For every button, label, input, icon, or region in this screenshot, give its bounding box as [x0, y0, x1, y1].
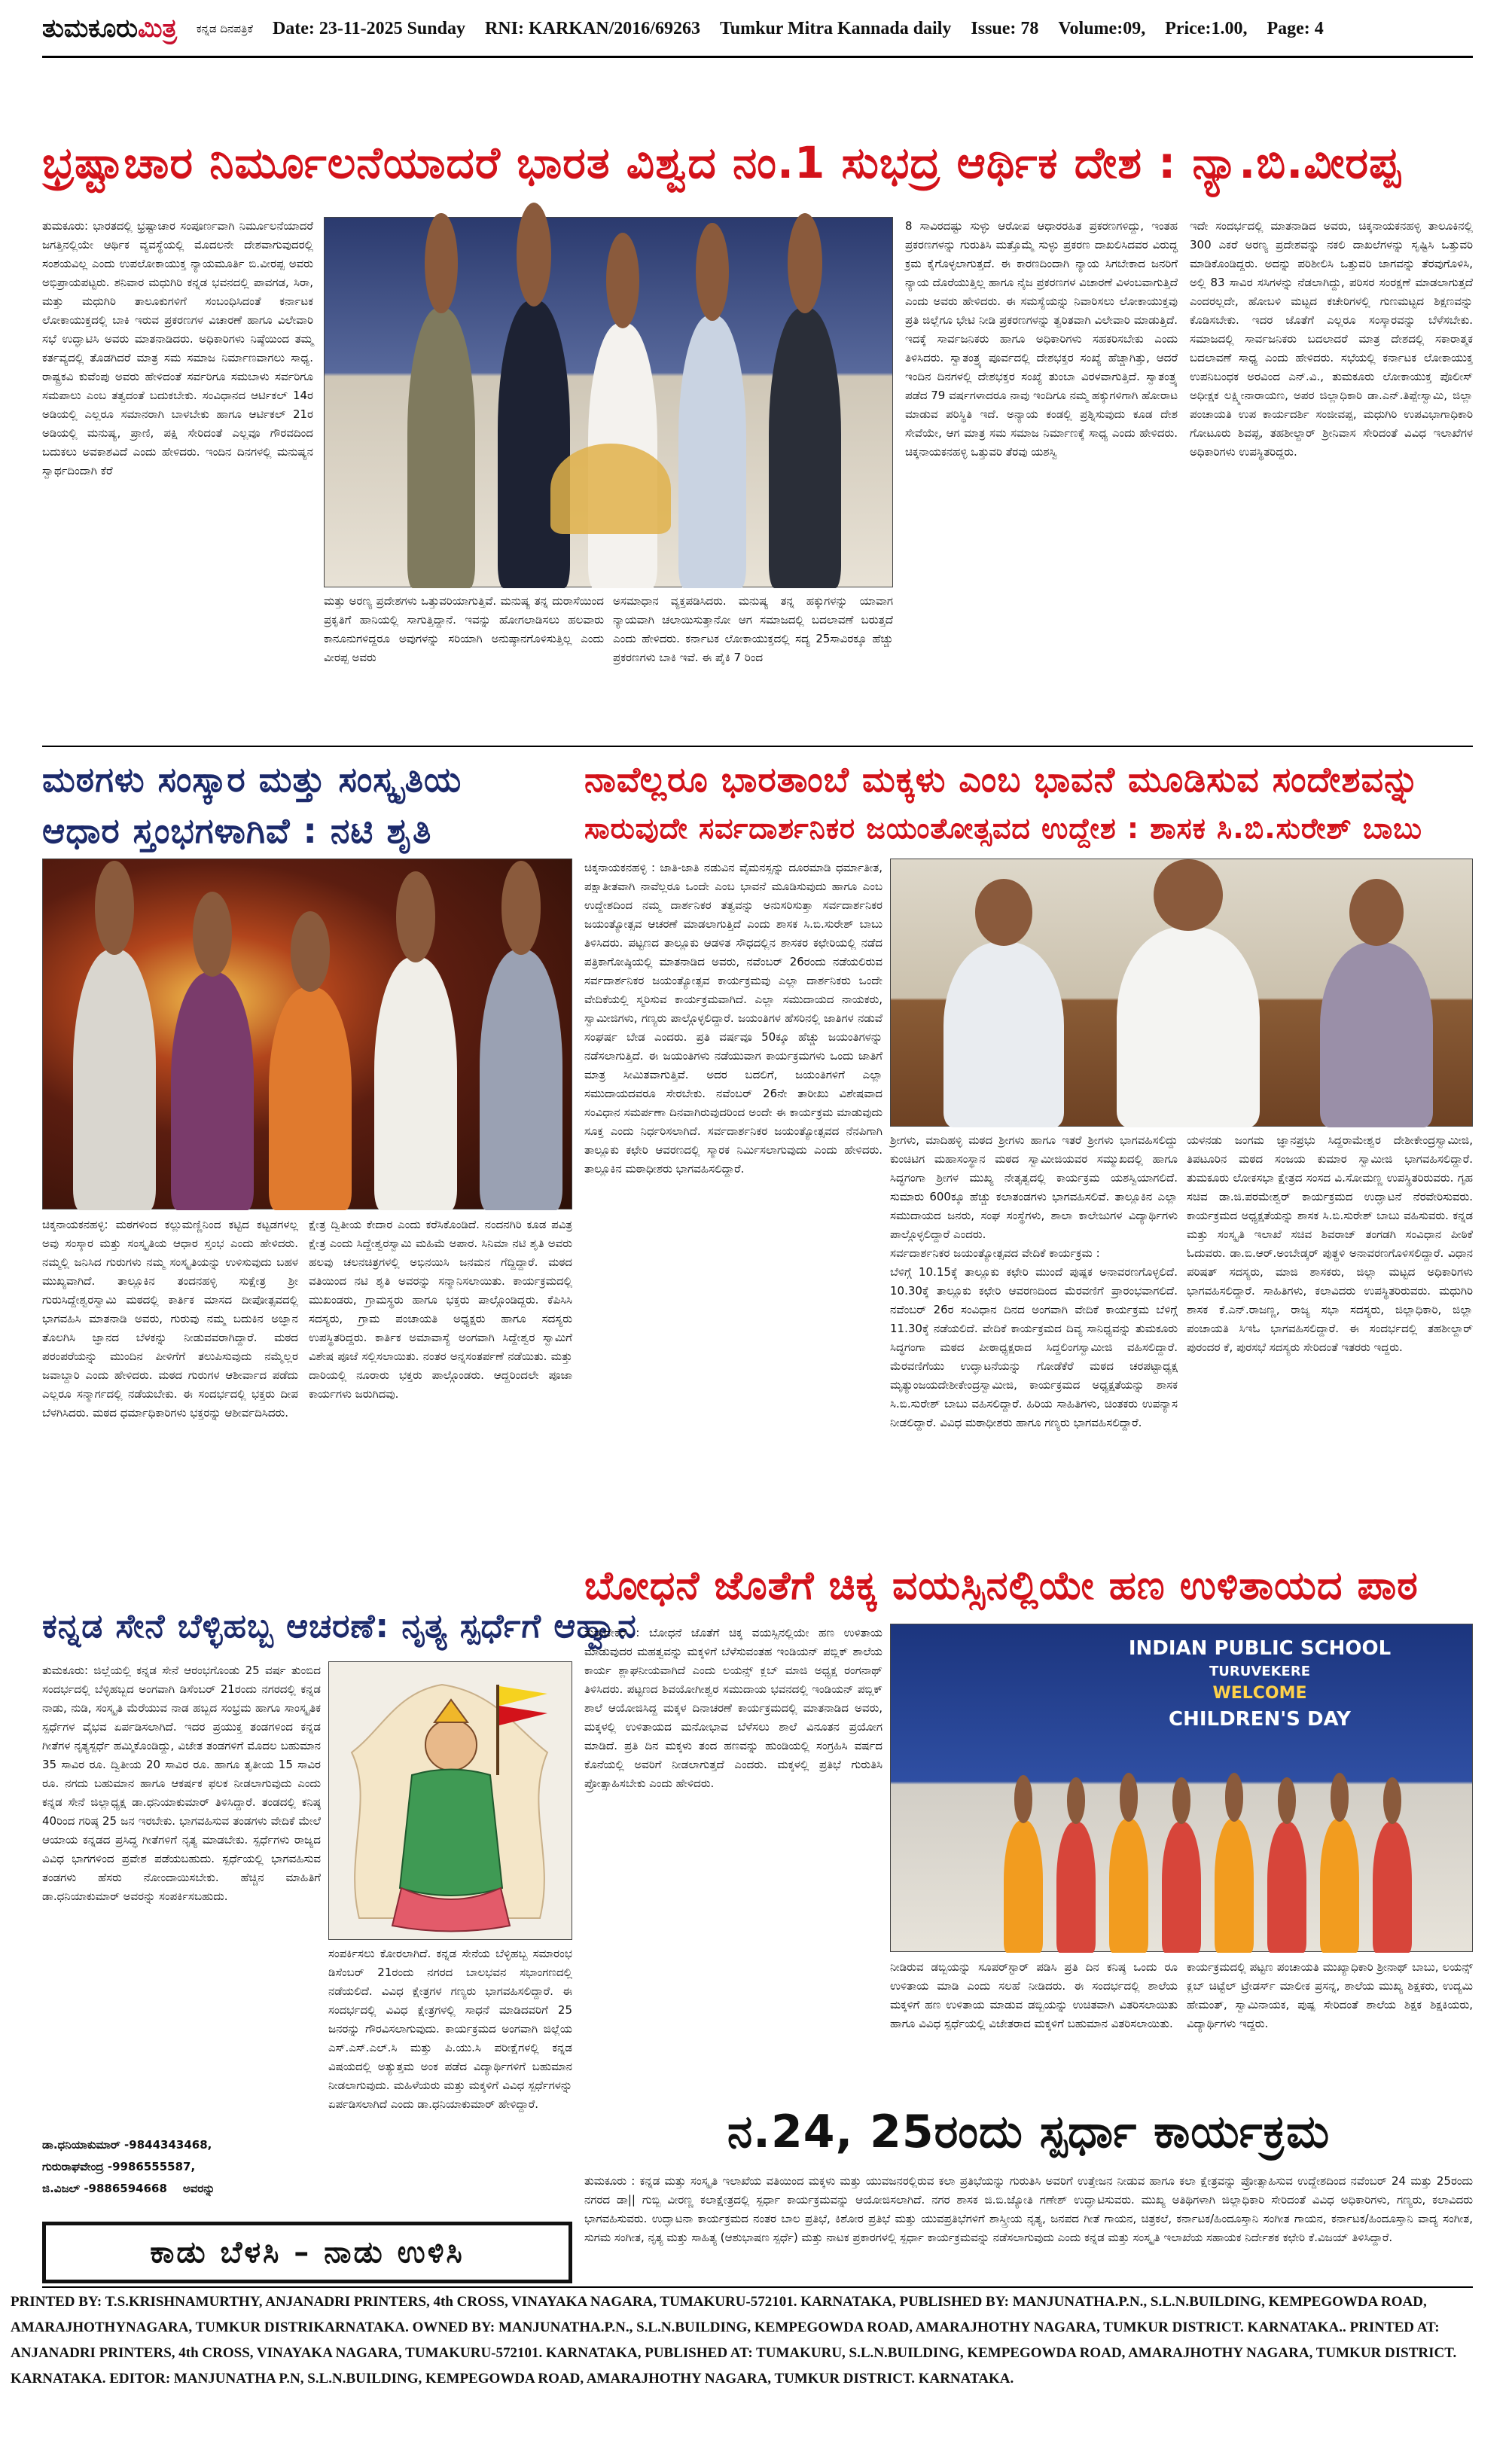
- contact-line: ಗುರುರಾಘವೇಂದ್ರ -9986555587,: [42, 2160, 196, 2173]
- person-figure: [943, 942, 1064, 1127]
- press-meet-photo: [890, 859, 1473, 1127]
- school-name: INDIAN PUBLIC SCHOOL: [1128, 1637, 1392, 1660]
- paper-name: Tumkur Mitra Kannada daily: [719, 18, 952, 38]
- article1-col3: 8 ಸಾವಿರದಷ್ಟು ಸುಳ್ಳು ಆರೋಪ ಆಧಾರರಹಿತ ಪ್ರಕರಣಗಳಿದ್ದು, ಇಂತಹ ಪ್ರಕರಣಗಳನ್ನು ಗುರುತಿಸಿ ಮತ್ತೊಮ್ಮೆ ಸುಳ್ಳು ಪ್ರಕರಣ ದಾಖಲಿಸಿದವರ ವಿರುದ್ಧ ಕ್ರಮ ಕೈಗೊಳ್ಳಲಾಗುತ್ತದೆ. ಈ ಕಾರಣದಿಂದಾಗಿ ನ್ಯಾಯ ಸಿಗಬೇಕಾದ ಜನರಿಗೆ ನ್ಯಾಯ ದೊರೆಯುತ್ತಿಲ್ಲ ಹಾಗೂ ನೈಜ ಪ್ರಕರಣಗಳ ವಿಚಾರಣೆ ವಿಳಂಬವಾಗುತ್ತಿದೆ ಎಂದು ಅವರು ಹೇಳಿದರು. ಈ ಸಮಸ್ಯೆಯನ್ನು ನಿವಾರಿಸಲು ಲೋಕಾಯುಕ್ತವು ಪ್ರತಿ ಜಿಲ್ಲೆಗೂ ಭೇಟಿ ನೀಡಿ ಪ್ರಕರಣಗಳನ್ನು ತ್ವರಿತವಾಗಿ ವಿಲೇವಾರಿ ಮಾಡುತ್ತಿದೆ. ಇದಕ್ಕೆ ಸಾರ್ವಜನಿಕರು ಹಾಗೂ ಅಧಿಕಾರಿಗಳು ಸಹಕರಿಸಬೇಕು ಎಂದು ತಿಳಿಸಿದರು. ಸ್ವಾತಂತ್ರ್ಯ ಪೂರ್ವದಲ್ಲಿ ದೇಶಭಕ್ತರ ಸಂಖ್ಯೆ ಹೆಚ್ಚಾಗಿತ್ತು, ಆದರೆ ಇಂದಿನ ದಿನಗಳಲ್ಲಿ ದೇಶಭಕ್ತರ ಸಂಖ್ಯೆ ತುಂಬಾ ವಿರಳವಾಗುತ್ತಿದೆ. ಸ್ವಾತಂತ್ರ್ಯ ಪಡೆದ 79 ವರ್ಷಗಳಾದರೂ ನಾವು ಇಂದಿಗೂ ನಮ್ಮ ಹಕ್ಕುಗಳಿಗಾಗಿ ಹೋರಾಟ ಮಾಡುವ ಪರಿಸ್ಥಿತಿ ಇದೆ. ಅನ್ಯಾಯ ಕಂಡಲ್ಲಿ ಪ್ರಶ್ನಿಸುವುದು ಕೂಡ ದೇಶ ಸೇವೆಯೇ, ಆಗ ಮಾತ್ರ ಸಮ ಸಮಾಜ ನಿರ್ಮಾಣಕ್ಕೆ ಸಾಧ್ಯ ಎಂದು ಹೇಳಿದರು. ಚಿಕ್ಕನಾಯಕನಹಳ್ಳಿ ಒತ್ತುವರಿ ತೆರವು ಯಶಸ್ವಿ: [905, 219, 1178, 459]
- article4-headline-1: ನಾವೆಲ್ಲರೂ ಭಾರತಾಂಬೆ ಮಕ್ಕಳು ಎಂಬ ಭಾವನೆ ಮೂಡಿಸುವ ಸಂದೇಶವನ್ನು: [584, 759, 1420, 800]
- person-figure: [769, 308, 841, 588]
- lokayukta-event-photo: [324, 217, 893, 587]
- article3-col2: ಸಂಪರ್ಕಿಸಲು ಕೋರಲಾಗಿದೆ. ಕನ್ನಡ ಸೇನೆಯ ಬೆಳ್ಳಿಹಬ್ಬ ಸಮಾರಂಭ ಡಿಸೆಂಬರ್ 21ರಂದು ನಗರದ ಬಾಲಭವನ ಸಭಾಂಗಣದಲ್ಲಿ ನಡೆಯಲಿದೆ. ವಿವಿಧ ಕ್ಷೇತ್ರಗಳ ಗಣ್ಯರು ಭಾಗವಹಿಸಲಿದ್ದಾರೆ. ಈ ಸಂದರ್ಭದಲ್ಲಿ ವಿವಿಧ ಕ್ಷೇತ್ರಗಳಲ್ಲಿ ಸಾಧನೆ ಮಾಡಿದವರಿಗೆ 25 ಜನರನ್ನು ಗೌರವಿಸಲಾಗುವುದು. ಕಾರ್ಯಕ್ರಮದ ಅಂಗವಾಗಿ ಜಿಲ್ಲೆಯ ಎಸ್.ಎಸ್.ಎಲ್.ಸಿ ಮತ್ತು ಪಿ.ಯು.ಸಿ ಪರೀಕ್ಷೆಗಳಲ್ಲಿ ಕನ್ನಡ ವಿಷಯದಲ್ಲಿ ಅತ್ಯುತ್ತಮ ಅಂಕ ಪಡೆದ ವಿದ್ಯಾರ್ಥಿಗಳಿಗೆ ಬಹುಮಾನ ನೀಡಲಾಗುವುದು. ಮಹಿಳೆಯರು ಮತ್ತು ಮಕ್ಕಳಿಗೆ ವಿವಿಧ ಸ್ಪರ್ಧೆಗಳನ್ನು ಏರ್ಪಡಿಸಲಾಗಿದೆ ಎಂದು ಡಾ.ಧನಿಯಾಕುಮಾರ್ ಹೇಳಿದ್ದಾರೆ.: [328, 1947, 572, 2111]
- school-banner: [1079, 1635, 1440, 1763]
- banner-tagline: WELCOME: [1212, 1684, 1307, 1703]
- issue-date: Date: 23-11-2025 Sunday: [272, 18, 465, 38]
- article2-col2: ಕ್ಷೇತ್ರ ದ್ವಿತೀಯ ಕೇದಾರ ಎಂದು ಕರೆಸಿಕೊಂಡಿದೆ. ನಂದನಗಿರಿ ಕೂಡ ಪವಿತ್ರ ಕ್ಷೇತ್ರ ಎಂದು ಸಿದ್ದೇಶ್ವರಸ್ವಾಮಿ ಮಹಿಮೆ ಅಪಾರ. ಸಿನಿಮಾ ನಟಿ ಶೃತಿ ಅವರು ಹಲವು ಚಲನಚಿತ್ರಗಳಲ್ಲಿ ಅಭಿನಯಿಸಿ ಜನಮನ ಗೆದ್ದಿದ್ದಾರೆ. ಮಠದ ವತಿಯಿಂದ ನಟಿ ಶೃತಿ ಅವರನ್ನು ಸನ್ಮಾನಿಸಲಾಯಿತು. ಕಾರ್ಯಕ್ರಮದಲ್ಲಿ ಮುಖಂಡರು, ಗ್ರಾಮಸ್ಥರು ಹಾಗೂ ಭಕ್ತರು ಪಾಲ್ಗೊಂಡಿದ್ದರು. ಕೆಪಿಸಿಸಿ ಸದಸ್ಯರು, ಗ್ರಾಮ ಪಂಚಾಯತಿ ಅಧ್ಯಕ್ಷರು ಹಾಗೂ ಸದಸ್ಯರು ಉಪಸ್ಥಿತರಿದ್ದರು. ಕಾರ್ತಿಕ ಅಮಾವಾಸ್ಯೆ ಅಂಗವಾಗಿ ಸಿದ್ದೇಶ್ವರ ಸ್ವಾಮಿಗೆ ವಿಶೇಷ ಪೂಜೆ ಸಲ್ಲಿಸಲಾಯಿತು. ನಂತರ ಅನ್ನಸಂತರ್ಪಣೆ ನಡೆಯಿತು. ಮತ್ತು ದಾರಿಯಲ್ಲಿ ನೂರಾರು ಭಕ್ತರು ಪಾಲ್ಗೊಂಡರು. ಆದ್ದರಿಂದಲೇ ಪೂಜಾ ಕಾರ್ಯಗಳು ಜರುಗಿದವು.: [309, 1218, 572, 1401]
- banner-event: CHILDREN'S DAY: [1169, 1708, 1351, 1731]
- child-figure: [1267, 1822, 1306, 1953]
- article4-headline-2: ಸಾರುವುದೇ ಸರ್ವದಾರ್ಶನಿಕರ ಜಯಂತೋತ್ಸವದ ಉದ್ದೇಶ : ಶಾಸಕ ಸಿ.ಬಿ.ಸುರೇಶ್ ಬಾಬು: [584, 812, 1422, 845]
- article3-headline: ಕನ್ನಡ ಸೇನೆ ಬೆಳ್ಳಿಹಬ್ಬ ಆಚರಣೆ: ನೃತ್ಯ ಸ್ಪರ್ಧೆಗೆ ಆಹ್ವಾನ: [42, 1607, 637, 1646]
- price: Price:1.00,: [1165, 18, 1248, 38]
- imprint-footer: PRINTED BY: T.S.KRISHNAMURTHY, ANJANADRI PRINTERS, 4th CROSS, VINAYAKA NAGARA, TUMAKURU-572101. KARNATAKA, PUBLISHED BY: MANJUNATHA.P.N., S.L.N.BUILDING, KEMPEGOWDA ROAD, AMARAJHOTHYNAGARA, TUMKUR DISTRIKARNATAKA. OWNED BY: MANJUNATHA.P.N., S.L.N.BUILDING, KEMPEGOWDA ROAD, AMARAJHOTHY NAGARA, TUMKUR DISTRICT. KARNATAKA.. PRINTED AT: ANJANADRI PRINTERS, 4th CROSS, VINAYAKA NAGARA, TUMAKURU-572101. KARNATAKA, PUBLISHED AT: TUMAKURU, S.L.N.BUILDING, KEMPEGOWDA ROAD, AMARAJHOTHY NAGARA, TUMKUR DISTRICT. KARNATAKA. EDITOR: MANJUNATHA P.N, S.L.N.BUILDING, KEMPEGOWDA ROAD, AMARAJHOTHY NAGARA, TUMKUR DISTRICT. KARNATAKA.: [11, 2294, 1457, 2387]
- article2-headline-2: ಆಧಾರ ಸ್ತಂಭಗಳಾಗಿವೆ : ನಟಿ ಶೃತಿ: [42, 810, 432, 851]
- article3-col1: ತುಮಕೂರು: ಜಿಲ್ಲೆಯಲ್ಲಿ ಕನ್ನಡ ಸೇನೆ ಆರಂಭಗೊಂಡು 25 ವರ್ಷ ತುಂಬಿದ ಸಂದರ್ಭದಲ್ಲಿ ಬೆಳ್ಳಿಹಬ್ಬದ ಅಂಗವಾಗಿ ಡಿಸೆಂಬರ್ 21ರಂದು ನಗರದಲ್ಲಿ ಕನ್ನಡ ನಾಡು, ನುಡಿ, ಸಂಸ್ಕೃತಿ ಮೆರೆಯುವ ನಾಡ ಹಬ್ಬದ ಸಂಭ್ರಮ ಹಾಗೂ ಸಾಂಸ್ಕೃತಿಕ ಸ್ಪರ್ಧೆಗಳ ವೈಭವ ಏರ್ಪಡಿಸಲಾಗಿದೆ. ಇದರ ಪ್ರಯುಕ್ತ ತಂಡಗಳಿಂದ ಕನ್ನಡ ಗೀತೆಗಳ ನೃತ್ಯಸ್ಪರ್ಧೆ ಹಮ್ಮಿಕೊಂಡಿದ್ದು, ವಿಜೇತ ತಂಡಗಳಿಗೆ ಮೊದಲ ಬಹುಮಾನ 35 ಸಾವಿರ ರೂ. ದ್ವಿತೀಯ 20 ಸಾವಿರ ರೂ. ಹಾಗೂ ತೃತೀಯ 15 ಸಾವಿರ ರೂ. ನಗದು ಬಹುಮಾನ ಹಾಗೂ ಆಕರ್ಷಕ ಫಲಕ ನೀಡಲಾಗುವುದು ಎಂದು ಕನ್ನಡ ಸೇನೆ ಜಿಲ್ಲಾಧ್ಯಕ್ಷ ಡಾ.ಧನಿಯಾಕುಮಾರ್ ತಿಳಿಸಿದ್ದಾರೆ. ತಂಡದಲ್ಲಿ ಕನಿಷ್ಠ 40ರಿಂದ ಗರಿಷ್ಠ 25 ಜನ ಇರಬೇಕು. ಭಾಗವಹಿಸುವ ತಂಡಗಳು ವೇದಿಕೆ ಮೇಲೆ ಆಯಾಯ ಕನ್ನಡದ ಪ್ರಸಿದ್ಧ ಗೀತೆಗಳಿಗೆ ನೃತ್ಯ ಮಾಡಬೇಕು. ಸ್ಪರ್ಧೆಗಳು ರಾಜ್ಯದ ವಿವಿಧ ಭಾಗಗಳಿಂದ ಪ್ರವೇಶ ಪಡೆಯಬಹುದು. ಸ್ಪರ್ಧೆಯಲ್ಲಿ ಭಾಗವಹಿಸುವ ತಂಡಗಳು ಹೆಸರು ನೋಂದಾಯಿಸಬೇಕು. ಹೆಚ್ಚಿನ ಮಾಹಿತಿಗೆ ಡಾ.ಧನಿಯಾಕುಮಾರ್ ಅವರನ್ನು ಸಂಪರ್ಕಿಸಬಹುದು.: [42, 1664, 321, 1903]
- article5-col2: ಕಾರ್ಯಕ್ರಮದಲ್ಲಿ ಪಟ್ಟಣ ಪಂಚಾಯತಿ ಮುಖ್ಯಾಧಿಕಾರಿ ಶ್ರೀನಾಥ್ ಬಾಬು, ಲಯನ್ಸ್ ಕ್ಲಬ್ ಚಿಟ್ಟೆಲ್ ಟ್ರೇಡರ್ಸ್ ಮಾಲೀಕ ಪ್ರಸನ್ನ, ಶಾಲೆಯ ಮುಖ್ಯ ಶಿಕ್ಷಕರು, ಉದ್ಯಮಿ ಹೇಮಂತ್, ಸ್ವಾಮಿನಾಯಕ, ಪುಷ್ಪ ಸೇರಿದಂತೆ ಶಾಲೆಯ ಶಿಕ್ಷಕ ಶಿಕ್ಷಕಿಯರು, ವಿದ್ಯಾರ್ಥಿಗಳು ಇದ್ದರು.: [1187, 1960, 1473, 2030]
- person-figure: [73, 950, 156, 1210]
- page-number: Page: 4: [1267, 18, 1324, 38]
- article6-headline: ನ.24, 25ರಂದು ಸ್ಪರ್ಧಾ ಕಾರ್ಯಕ್ರಮ: [727, 2106, 1331, 2158]
- contact-line: ಜಿ.ವಿಜಲ್ -9886594668 ಅವರನ್ನು: [42, 2182, 215, 2195]
- person-figure: [678, 316, 746, 588]
- article6-body: ತುಮಕೂರು : ಕನ್ನಡ ಮತ್ತು ಸಂಸ್ಕೃತಿ ಇಲಾಖೆಯ ವತಿಯಿಂದ ಮಕ್ಕಳು ಮತ್ತು ಯುವಜನರಲ್ಲಿರುವ ಕಲಾ ಪ್ರತಿಭೆಯನ್ನು ಗುರುತಿಸಿ ಅವರಿಗೆ ಉತ್ತೇಜನ ನೀಡುವ ಹಾಗೂ ಕಲಾ ಕ್ಷೇತ್ರವನ್ನು ಪ್ರೋತ್ಸಾಹಿಸುವ ಉದ್ದೇಶದಿಂದ ನವೆಂಬರ್ 24 ಮತ್ತು 25ರಂದು ನಗರದ ಡಾ|| ಗುಬ್ಬಿ ವೀರಣ್ಣ ಕಲಾಕ್ಷೇತ್ರದಲ್ಲಿ ಸ್ಪರ್ಧಾ ಕಾರ್ಯಕ್ರಮವನ್ನು ಆಯೋಜಿಸಲಾಗಿದೆ. ನಗರ ಶಾಸಕ ಜಿ.ಬಿ.ಜ್ಯೋತಿ ಗಣೇಶ್ ಉದ್ಘಾಟಿಸುವರು. ಮುಖ್ಯ ಅತಿಥಿಗಳಾಗಿ ಜಿಲ್ಲಾಧಿಕಾರಿ ಸೇರಿದಂತೆ ವಿವಿಧ ಅಧಿಕಾರಿಗಳು, ಗಣ್ಯರು, ಕಲಾವಿದರು ಭಾಗವಹಿಸುವರು. ಉದ್ಘಾಟನಾ ಕಾರ್ಯಕ್ರಮದ ನಂತರ ಬಾಲ ಪ್ರತಿಭೆ, ಕಿಶೋರ ಪ್ರತಿಭೆ ಮತ್ತು ಯುವಪ್ರತಿಭೆಗಳಿಗೆ ಶಾಸ್ತ್ರೀಯ ನೃತ್ಯ, ಜನಪದ ಗೀತೆ ಗಾಯನ, ಚಿತ್ರಕಲೆ, ಕರ್ನಾಟಕ/ಹಿಂದೂಸ್ತಾನಿ ಸಂಗೀತ ಗಾಯನ, ಕರ್ನಾಟಕ/ಹಿಂದೂಸ್ತಾನಿ ವಾದ್ಯ ಸಂಗೀತ, ಸುಗಮ ಸಂಗೀತ, ನೃತ್ಯ ಮತ್ತು ಸಾಹಿತ್ಯ (ಆಶುಭಾಷಣ ಸ್ಪರ್ಧೆ) ಮತ್ತು ನಾಟಕ ಪ್ರಕಾರಗಳಲ್ಲಿ ಸ್ಪರ್ಧಾ ಕಾರ್ಯಕ್ರಮವನ್ನು ನಡೆಸಲಾಗುವುದು ಎಂದು ಕನ್ನಡ ಮತ್ತು ಸಂಸ್ಕೃತಿ ಇಲಾಖೆಯ ಸಹಾಯಕ ನಿರ್ದೇಶಕ ಕಛೇರಿ ಕೆ.ವಿಜಯ್ ತಿಳಿಸಿದ್ದಾರೆ.: [584, 2174, 1473, 2244]
- article4-col1: ಚಿಕ್ಕನಾಯಕನಹಳ್ಳಿ : ಜಾತಿ-ಜಾತಿ ನಡುವಿನ ವೈಮನಸ್ಸನ್ನು ದೂರಮಾಡಿ ಧರ್ಮಾತೀತ, ಪಕ್ಷಾತೀತವಾಗಿ ನಾವೆಲ್ಲರೂ ಒಂದೇ ಎಂಬ ಭಾವನೆ ಮೂಡಿಸುವುದು ಹಾಗೂ ಎಂಬ ಉದ್ದೇಶದಿಂದ ನಮ್ಮ ದಾರ್ಶನಿಕರ ತತ್ವವನ್ನು ಅನುಸರಿಸುತ್ತಾ ಸರ್ವದಾರ್ಶನಿಕರ ಜಯಂತ್ಯೋತ್ಸವ ಆಚರಣೆ ಮಾಡಲಾಗುತ್ತಿದೆ ಎಂದು ಶಾಸಕ ಸಿ.ಬಿ.ಸುರೇಶ್ ಬಾಬು ತಿಳಿಸಿದರು. ಪಟ್ಟಣದ ತಾಲ್ಲೂಕು ಆಡಳಿತ ಸೌಧದಲ್ಲಿನ ಶಾಸಕರ ಕಛೇರಿಯಲ್ಲಿ ನಡೆದ ಪತ್ರಿಕಾಗೋಷ್ಠಿಯಲ್ಲಿ ಮಾತನಾಡಿದ ಅವರು, ನವೆಂಬರ್ 26ರಂದು ನಡೆಯಲಿರುವ ಸರ್ವದಾರ್ಶನಿಕರ ಜಯಂತ್ಯೋತ್ಸವ ಕಾರ್ಯಕ್ರಮವು ಎಲ್ಲಾ ದಾರ್ಶನಿಕರು ಒಂದೇ ವೇದಿಕೆಯಲ್ಲಿ ಸ್ಮರಿಸುವ ಕಾರ್ಯಕ್ರಮವಾಗಿದೆ. ಎಲ್ಲಾ ಸಮುದಾಯದ ನಾಯಕರು, ಸ್ವಾಮೀಜಿಗಳು, ಗಣ್ಯರು ಪಾಲ್ಗೊಳ್ಳಲಿದ್ದಾರೆ. ಜಯಂತಿಗಳ ಹೆಸರಿನಲ್ಲಿ ಜಾತಿಗಳ ನಡುವೆ ಸಂಘರ್ಷ ಬೇಡ ಎಂದರು. ಪ್ರತಿ ವರ್ಷವೂ 50ಕ್ಕೂ ಹೆಚ್ಚು ಜಯಂತಿಗಳನ್ನು ನಡೆಸಲಾಗುತ್ತಿದೆ. ಈ ಜಯಂತಿಗಳು ನಡೆಯುವಾಗ ಕಾರ್ಯಕ್ರಮಗಳು ಒಂದು ಜಾತಿಗೆ ಮಾತ್ರ ಸೀಮಿತವಾಗುತ್ತಿವೆ. ಅದರ ಬದಲಿಗೆ, ಜಯಂತಿಗಳಿಗೆ ಎಲ್ಲಾ ಸಮುದಾಯದವರೂ ಸೇರಬೇಕು. ನವೆಂಬರ್ 26ನೇ ತಾರೀಖು ವಿಶೇಷವಾದ ಸಂವಿಧಾನ ಸಮರ್ಪಣಾ ದಿನವಾಗಿರುವುದರಿಂದ ಅಂದೇ ಈ ಕಾರ್ಯಕ್ರಮ ಮಾಡುವುದು ಸೂಕ್ತ ಎಂದು ನಿರ್ಧರಿಸಲಾಗಿದೆ. ಸರ್ವದಾರ್ಶನಿಕರ ಜಯಂತ್ಯೋತ್ಸವದ ನೆನಪಿಗಾಗಿ ತಾಲ್ಲೂಕು ಕಛೇರಿ ಆವರಣದಲ್ಲಿ ಸ್ಮಾರಕ ನಿರ್ಮಿಸಲಾಗುವುದು ಎಂದು ಹೇಳಿದರು. ತಾಲ್ಲೂಕಿನ ಮಠಾಧೀಶರು ಭಾಗವಹಿಸಲಿದ್ದಾರೆ.: [584, 861, 883, 1176]
- kannada-goddess-illustration: [328, 1661, 572, 1940]
- person-figure: [171, 972, 254, 1210]
- person-figure: [407, 308, 475, 588]
- person-figure: [269, 987, 352, 1210]
- article4-col2: ಶ್ರೀಗಳು, ಮಾದಿಹಳ್ಳಿ ಮಠದ ಶ್ರೀಗಳು ಹಾಗೂ ಇತರೆ ಶ್ರೀಗಳು ಭಾಗವಹಿಸಲಿದ್ದು ಕುಂಚಿಟಿಗ ಮಹಾಸಂಸ್ಥಾನ ಮಠದ ಸ್ವಾಮೀಜಿಯವರ ಸಮ್ಮುಖದಲ್ಲಿ ಹಾಗೂ ಸಿದ್ಧಗಂಗಾ ಶ್ರೀಗಳ ಮುಖ್ಯ ನೇತೃತ್ವದಲ್ಲಿ ಕಾರ್ಯಕ್ರಮ ಯಶಸ್ವಿಯಾಗಲಿದೆ. ಸುಮಾರು 600ಕ್ಕೂ ಹೆಚ್ಚು ಕಲಾತಂಡಗಳು ಭಾಗವಹಿಸಲಿವೆ. ತಾಲ್ಲೂಕಿನ ಎಲ್ಲಾ ಸಮುದಾಯದ ಜನರು, ಸಂಘ ಸಂಸ್ಥೆಗಳು, ಶಾಲಾ ಕಾಲೇಜುಗಳ ವಿದ್ಯಾರ್ಥಿಗಳು ಪಾಲ್ಗೊಳ್ಳಲಿದ್ದಾರೆ ಎಂದರು. ಸರ್ವದಾರ್ಶನಿಕರ ಜಯಂತ್ಯೋತ್ಸವದ ವೇದಿಕೆ ಕಾರ್ಯಕ್ರಮ : ಬೆಳಿಗ್ಗೆ 10.15ಕ್ಕೆ ತಾಲ್ಲೂಕು ಕಛೇರಿ ಮುಂದೆ ಪುಷ್ಪಕ ಅನಾವರಣಗೊಳ್ಳಲಿದೆ. 10.30ಕ್ಕೆ ತಾಲ್ಲೂಕು ಕಛೇರಿ ಆವರಣದಿಂದ ಮೆರವಣಿಗೆ ಪ್ರಾರಂಭವಾಗಲಿದೆ. ನವೆಂಬರ್ 26ರ ಸಂವಿಧಾನ ದಿನದ ಅಂಗವಾಗಿ ವೇದಿಕೆ ಕಾರ್ಯಕ್ರಮ ಬೆಳಿಗ್ಗೆ 11.30ಕ್ಕೆ ನಡೆಯಲಿದೆ. ವೇದಿಕೆ ಕಾರ್ಯಕ್ರಮದ ದಿವ್ಯ ಸಾನಿಧ್ಯವನ್ನು ತುಮಕೂರು ಸಿದ್ಧಗಂಗಾ ಮಠದ ಪೀಠಾಧ್ಯಕ್ಷರಾದ ಸಿದ್ದಲಿಂಗಸ್ವಾಮೀಜಿ ವಹಿಸಲಿದ್ದಾರೆ. ಮೆರವಣಿಗೆಯು ಉದ್ಘಾಟನೆಯನ್ನು ಗೋಡೆಕೆರೆ ಮಠದ ಚರಪಟ್ಟಾಧ್ಯಕ್ಷ ಮೃತ್ಯುಂಜಯದೇಶೀಕೇಂದ್ರಸ್ವಾಮೀಜಿ, ಕಾರ್ಯಕ್ರಮದ ಅಧ್ಯಕ್ಷತೆಯನ್ನು ಶಾಸಕ ಸಿ.ಬಿ.ಸುರೇಶ್ ಬಾಬು ವಹಿಸಲಿದ್ದಾರೆ. ಹಿರಿಯ ಸಾಹಿತಿಗಳು, ಚಿಂತಕರು ಉಪನ್ಯಾಸ ನೀಡಲಿದ್ದಾರೆ. ವಿವಿಧ ಮಠಾಧೀಶರು ಹಾಗೂ ಗಣ್ಯರು ಭಾಗವಹಿಸಲಿದ್ದಾರೆ.: [890, 1133, 1178, 1429]
- person-figure: [374, 957, 457, 1210]
- article1-col4: ಇದೇ ಸಂದರ್ಭದಲ್ಲಿ ಮಾತನಾಡಿದ ಅವರು, ಚಿಕ್ಕನಾಯಕನಹಳ್ಳಿ ತಾಲೂಕಿನಲ್ಲಿ 300 ಎಕರೆ ಅರಣ್ಯ ಪ್ರದೇಶವನ್ನು ನಕಲಿ ದಾಖಲೆಗಳನ್ನು ಸೃಷ್ಟಿಸಿ ಒತ್ತುವರಿ ಮಾಡಿಕೊಂಡಿದ್ದರು. ಅದನ್ನು ಪರಿಶೀಲಿಸಿ ಒತ್ತುವರಿ ಜಾಗವನ್ನು ತೆರವುಗೊಳಿಸಿ, ಅಲ್ಲಿ 83 ಸಾವಿರ ಸಸಿಗಳನ್ನು ನೆಡಲಾಗಿದ್ದು, ಪರಿಸರ ಸಂರಕ್ಷಣೆ ಮಾಡಲಾಗುತ್ತದೆ ಎಂದರಲ್ಲದೇ, ಹೋಬಳಿ ಮಟ್ಟದ ಕಚೇರಿಗಳಲ್ಲಿ ಗುಣಮಟ್ಟದ ಶಿಕ್ಷಣವನ್ನು ಕೊಡಿಸಬೇಕು. ಇದರ ಜೊತೆಗೆ ಎಲ್ಲರೂ ಸಂಸ್ಕಾರವನ್ನು ಬೆಳೆಸಬೇಕು. ಸಮಾಜದಲ್ಲಿ ಸಾರ್ವಜನಿಕರು ಬದಲಾದರೆ ಮಾತ್ರ ದೇಶದಲ್ಲಿ ಸಕಾರಾತ್ಮಕ ಬದಲಾವಣೆ ಸಾಧ್ಯ ಎಂದು ಹೇಳಿದರು. ಸಭೆಯಲ್ಲಿ ಕರ್ನಾಟಕ ಲೋಕಾಯುಕ್ತ ಉಪನಿಬಂಧಕ ಅರವಿಂದ ಎನ್.ವಿ., ತುಮಕೂರು ಲೋಕಾಯುಕ್ತ ಪೊಲೀಸ್ ಅಧೀಕ್ಷಕ ಲಕ್ಷ್ಮೀನಾರಾಯಣ, ಅಪರ ಜಿಲ್ಲಾಧಿಕಾರಿ ಡಾ.ಎನ್.ತಿಪ್ಪೇಸ್ವಾಮಿ, ಜಿಲ್ಲಾ ಪಂಚಾಯತಿ ಉಪ ಕಾರ್ಯದರ್ಶಿ ಸಂಜೀವಪ್ಪ, ಮಧುಗಿರಿ ಉಪವಿಭಾಗಾಧಿಕಾರಿ ಗೋಟೂರು ಶಿವಪ್ಪ, ತಹಶೀಲ್ದಾರ್ ಶ್ರೀನಿವಾಸ ಸೇರಿದಂತೆ ವಿವಿಧ ಇಲಾಖೆಗಳ ಅಧಿಕಾರಿಗಳು ಉಪಸ್ಥಿತರಿದ್ದರು.: [1190, 219, 1473, 459]
- child-figure: [1215, 1819, 1254, 1953]
- child-figure: [1056, 1822, 1096, 1953]
- masthead-rule: [42, 56, 1473, 58]
- paper-logo: ತುಮಕೂರುಮಿತ್ರ: [42, 14, 177, 44]
- temple-event-photo: [42, 859, 572, 1209]
- article1-headline: ಭ್ರಷ್ಟಾಚಾರ ನಿರ್ಮೂಲನೆಯಾದರೆ ಭಾರತ ವಿಶ್ವದ ನಂ.1 ಸುಭದ್ರ ಆರ್ಥಿಕ ದೇಶ : ನ್ಯಾ.ಬಿ.ವೀರಪ್ಪ: [42, 137, 1401, 188]
- person-figure: [480, 950, 562, 1210]
- issue-number: Issue: 78: [971, 18, 1039, 38]
- footer-rule: [42, 2286, 1473, 2288]
- contact-line: ಡಾ.ಧನಿಯಾಕುಮಾರ್ -9844343468,: [42, 2138, 212, 2152]
- article3-contacts: [42, 2134, 321, 2202]
- article4-col3: ಯಳನಡು ಜಂಗಮ ಜ್ಞಾನಪ್ರಭು ಸಿದ್ದರಾಮೇಶ್ವರ ದೇಶೀಕೇಂದ್ರಸ್ವಾಮೀಜಿ, ತಿಪಟೂರಿನ ಮಠದ ಸಂಜಯ ಕುಮಾರ ಸ್ವಾಮೀಜಿ ಭಾಗವಹಿಸಲಿದ್ದಾರೆ. ತುಮಕೂರು ಲೋಕಸಭಾ ಕ್ಷೇತ್ರದ ಸಂಸದ ವಿ.ಸೋಮಣ್ಣ ಉಪಸ್ಥಿತರಿರುವರು. ಗೃಹ ಸಚಿವ ಡಾ.ಜಿ.ಪರಮೇಶ್ವರ್ ಕಾರ್ಯಕ್ರಮದ ಉದ್ಘಾಟನೆ ನೆರವೇರಿಸುವರು. ಕಾರ್ಯಕ್ರಮದ ಅಧ್ಯಕ್ಷತೆಯನ್ನು ಶಾಸಕ ಸಿ.ಬಿ.ಸುರೇಶ್ ಬಾಬು ವಹಿಸುವರು. ಕನ್ನಡ ಮತ್ತು ಸಂಸ್ಕೃತಿ ಇಲಾಖೆ ಸಚಿವ ಶಿವರಾಜ್ ತಂಗಡಗಿ ಸಂವಿಧಾನ ಪೀಠಿಕೆ ಓದುವರು. ಡಾ.ಬಿ.ಆರ್.ಅಂಬೇಡ್ಕರ್ ಪುತ್ಥಳಿ ಅನಾವರಣಗೊಳಿಸಲಿದ್ದಾರೆ. ವಿಧಾನ ಪರಿಷತ್ ಸದಸ್ಯರು, ಮಾಜಿ ಶಾಸಕರು, ಜಿಲ್ಲಾ ಮಟ್ಟದ ಅಧಿಕಾರಿಗಳು ಭಾಗವಹಿಸಲಿದ್ದಾರೆ. ಸಾಹಿತಿಗಳು, ಕಲಾವಿದರು ಉಪಸ್ಥಿತರಿರುವರು. ಮಧುಗಿರಿ ಶಾಸಕ ಕೆ.ಎನ್.ರಾಜಣ್ಣ, ರಾಜ್ಯ ಸಭಾ ಸದಸ್ಯರು, ಜಿಲ್ಲಾಧಿಕಾರಿ, ಜಿಲ್ಲಾ ಪಂಚಾಯತಿ ಸಿಇಓ ಭಾಗವಹಿಸಲಿದ್ದಾರೆ. ಈ ಸಂದರ್ಭದಲ್ಲಿ ತಹಶೀಲ್ದಾರ್ ಪುರಂದರ ಕೆ, ಪುರಸಭೆ ಸದಸ್ಯರು ಸೇರಿದಂತೆ ಇತರರು ಇದ್ದರು.: [1187, 1133, 1473, 1354]
- article2-headline-1: ಮಠಗಳು ಸಂಸ್ಕಾರ ಮತ್ತು ಸಂಸ್ಕೃತಿಯ: [42, 759, 462, 800]
- masthead: [42, 8, 1473, 50]
- child-figure: [1162, 1822, 1201, 1953]
- article1-col1: ತುಮಕೂರು: ಭಾರತದಲ್ಲಿ ಭ್ರಷ್ಟಾಚಾರ ಸಂಪೂರ್ಣವಾಗಿ ನಿರ್ಮೂಲನೆಯಾದರೆ ಜಗತ್ತಿನಲ್ಲಿಯೇ ಆರ್ಥಿಕ ವ್ಯವಸ್ಥೆಯಲ್ಲಿ ಮೊದಲನೇ ದೇಶವಾಗುವುದರಲ್ಲಿ ಸಂಶಯವಿಲ್ಲ ಎಂದು ಉಪಲೋಕಾಯುಕ್ತ ನ್ಯಾಯಮೂರ್ತಿ ಬಿ.ವೀರಪ್ಪ ಅವರು ಅಭಿಪ್ರಾಯಪಟ್ಟರು. ಶನಿವಾರ ಮಧುಗಿರಿ ಕನ್ನಡ ಭವನದಲ್ಲಿ ಪಾವಗಡ, ಸಿರಾ, ಮತ್ತು ಮಧುಗಿರಿ ತಾಲೂಕುಗಳಿಗೆ ಸಂಬಂಧಿಸಿದಂತೆ ಕರ್ನಾಟಕ ಲೋಕಾಯುಕ್ತದಲ್ಲಿ ಬಾಕಿ ಇರುವ ಪ್ರಕರಣಗಳ ವಿಚಾರಣೆ ಹಾಗೂ ವಿಲೇವಾರಿ ಸಭೆ ಉದ್ಘಾಟಿಸಿ ಅವರು ಮಾತನಾಡಿದರು. ಅಧಿಕಾರಿಗಳು ನಿಷ್ಠೆಯಿಂದ ತಮ್ಮ ಕರ್ತವ್ಯದಲ್ಲಿ ತೊಡಗಿದರೆ ಮಾತ್ರ ಸಮ ಸಮಾಜ ನಿರ್ಮಾಣವಾಗಲು ಸಾಧ್ಯ. ರಾಷ್ಟ್ರಕವಿ ಕುವೆಂಪು ಅವರು ಹೇಳಿದಂತೆ ಸರ್ವರಿಗೂ ಸಮಬಾಳು ಸರ್ವರಿಗೂ ಸಮಪಾಲು ಎಂಬ ತತ್ವದಂತೆ ಬದುಕಬೇಕು. ಸಂವಿಧಾನದ ಆರ್ಟಿಕಲ್ 14ರ ಅಡಿಯಲ್ಲಿ ಎಲ್ಲರೂ ಸಮಾನರಾಗಿ ಬಾಳಬೇಕು ಹಾಗೂ ಆರ್ಟಿಕಲ್ 21ರ ಅಡಿಯಲ್ಲಿ ಮನುಷ್ಯ, ಪ್ರಾಣಿ, ಪಕ್ಷಿ ಸೇರಿದಂತೆ ಎಲ್ಲವೂ ಗೌರವದಿಂದ ಬದುಕಲು ಅವಕಾಶವಿದೆ ಎಂದು ಹೇಳಿದರು. ಇಂದಿನ ದಿನಗಳಲ್ಲಿ ಮನುಷ್ಯನ ಸ್ವಾರ್ಥದಿಂದಾಗಿ ಕೆರೆ: [42, 219, 313, 477]
- person-figure: [1117, 927, 1260, 1127]
- person-figure: [1320, 942, 1433, 1127]
- rni-number: RNI: KARKAN/2016/69263: [484, 18, 700, 38]
- article1-under-photo-a: ಮತ್ತು ಅರಣ್ಯ ಪ್ರದೇಶಗಳು ಒತ್ತುವರಿಯಾಗುತ್ತಿವೆ. ಮನುಷ್ಯ ತನ್ನ ದುರಾಸೆಯಿಂದ ಪ್ರಕೃತಿಗೆ ಹಾನಿಯಲ್ಲಿ ಸಾಗುತ್ತಿದ್ದಾನೆ. ಇವನ್ನು ಹೋಗಲಾಡಿಸಲು ಹಲವಾರು ಕಾನೂನುಗಳಿದ್ದರೂ ಅವುಗಳನ್ನು ಸರಿಯಾಗಿ ಅನುಷ್ಠಾನಗೊಳಿಸುತ್ತಿಲ್ಲ ಎಂದು ವೀರಪ್ಪ ಅವರು: [324, 594, 604, 664]
- article1-under-photo-b: ಅಸಮಾಧಾನ ವ್ಯಕ್ತಪಡಿಸಿದರು. ಮನುಷ್ಯ ತನ್ನ ಹಕ್ಕುಗಳನ್ನು ಯಾವಾಗ ನ್ಯಾಯವಾಗಿ ಚಲಾಯಿಸುತ್ತಾನೋ ಆಗ ಸಮಾಜದಲ್ಲಿ ಬದಲಾವಣೆ ಬರುತ್ತದೆ ಎಂದು ಹೇಳಿದರು. ಕರ್ನಾಟಕ ಲೋಕಾಯುಕ್ತದಲ್ಲಿ ಸದ್ಯ 25ಸಾವಿರಕ್ಕೂ ಹೆಚ್ಚು ಪ್ರಕರಣಗಳು ಬಾಕಿ ಇವೆ. ಈ ಪೈಕಿ 7 ರಿಂದ: [613, 594, 893, 664]
- child-figure: [1373, 1822, 1412, 1953]
- goddess-icon: [329, 1662, 573, 1941]
- logo-subtitle: ಕನ್ನಡ ದಿನಪತ್ರಿಕೆ: [196, 22, 253, 35]
- lamp-decoration: [550, 444, 671, 534]
- article5-intro: ತುರುವೇಕೆರೆ : ಬೋಧನೆ ಜೊತೆಗೆ ಚಿಕ್ಕ ವಯಸ್ಸಿನಲ್ಲಿಯೇ ಹಣ ಉಳಿತಾಯ ಮಾಡುವುದರ ಮಹತ್ವವನ್ನು ಮಕ್ಕಳಿಗೆ ಬೆಳೆಸುವಂತಹ ಇಂಡಿಯನ್ ಪಬ್ಲಿಕ್ ಶಾಲೆಯ ಕಾರ್ಯ ಶ್ಲಾಘನೀಯವಾಗಿದೆ ಎಂದು ಲಯನ್ಸ್ ಕ್ಲಬ್ ಮಾಜಿ ಅಧ್ಯಕ್ಷ ರಂಗನಾಥ್ ತಿಳಿಸಿದರು. ಪಟ್ಟಣದ ಶಿವಯೋಗೀಶ್ವರ ಸಮುದಾಯ ಭವನದಲ್ಲಿ ಇಂಡಿಯನ್ ಪಬ್ಲಿಕ್ ಶಾಲೆ ಆಯೋಜಿಸಿದ್ದ ಮಕ್ಕಳ ದಿನಾಚರಣೆ ಕಾರ್ಯಕ್ರಮದಲ್ಲಿ ಮಾತನಾಡಿದ ಅವರು, ಮಕ್ಕಳಲ್ಲಿ ಉಳಿತಾಯದ ಮನೋಭಾವ ಬೆಳೆಸಲು ಶಾಲೆ ವಿನೂತನ ಪ್ರಯೋಗ ಮಾಡಿದೆ. ಪ್ರತಿ ದಿನ ಮಕ್ಕಳು ತಂದ ಹಣವನ್ನು ಹುಂಡಿಯಲ್ಲಿ ಸಂಗ್ರಹಿಸಿ ವರ್ಷದ ಕೊನೆಯಲ್ಲಿ ಅವರಿಗೆ ನೀಡಲಾಗುತ್ತದೆ ಎಂದರು. ಮಕ್ಕಳಲ್ಲಿ ಪ್ರತಿಭೆ ಗುರುತಿಸಿ ಪ್ರೋತ್ಸಾಹಿಸಬೇಕು ಎಂದು ಹೇಳಿದರು.: [584, 1626, 883, 1790]
- child-figure: [1320, 1819, 1359, 1953]
- section-rule: [42, 746, 1473, 747]
- child-figure: [1109, 1819, 1148, 1953]
- volume: Volume:09,: [1058, 18, 1146, 38]
- article5-headline: ಬೋಧನೆ ಜೊತೆಗೆ ಚಿಕ್ಕ ವಯಸ್ಸಿನಲ್ಲಿಯೇ ಹಣ ಉಳಿತಾಯದ ಪಾಠ: [584, 1563, 1419, 1609]
- child-figure: [1004, 1820, 1043, 1953]
- school-place: TURUVEKERE: [1209, 1664, 1310, 1679]
- article5-col1: ನೀಡಿರುವ ಡಬ್ಬಿಯನ್ನು ಸೂಪರ್‌ಸ್ಟಾರ್ ಪಡಿಸಿ ಪ್ರತಿ ದಿನ ಕನಿಷ್ಠ ಒಂದು ರೂ ಉಳಿತಾಯ ಮಾಡಿ ಎಂದು ಸಲಹೆ ನೀಡಿದರು. ಈ ಸಂದರ್ಭದಲ್ಲಿ ಶಾಲೆಯ ಮಕ್ಕಳಿಗೆ ಹಣ ಉಳಿತಾಯ ಮಾಡುವ ಡಬ್ಬಿಯನ್ನು ಉಚಿತವಾಗಿ ವಿತರಿಸಲಾಯಿತು ಹಾಗೂ ವಿವಿಧ ಸ್ಪರ್ಧೆಯಲ್ಲಿ ವಿಜೇತರಾದ ಮಕ್ಕಳಿಗೆ ಬಹುಮಾನ ವಿತರಿಸಲಾಯಿತು.: [890, 1960, 1178, 2030]
- slogan-box: ಕಾಡು ಬೆಳಸಿ – ನಾಡು ಉಳಿಸಿ: [42, 2222, 572, 2283]
- article2-col1: ಚಿಕ್ಕನಾಯಕನಹಳ್ಳಿ: ಮಠಗಳಿಂದ ಕಲ್ಲುಮಣ್ಣಿನಿಂದ ಕಟ್ಟಿದ ಕಟ್ಟಡಗಳಲ್ಲ ಅವು ಸಂಸ್ಕಾರ ಮತ್ತು ಸಂಸ್ಕೃತಿಯ ಆಧಾರ ಸ್ತಂಭ ಎಂದು ಹೇಳಿದರು. ನಮ್ಮಲ್ಲಿ ಜನಿಸಿದ ಗುರುಗಳು ನಮ್ಮ ಸಂಸ್ಕೃತಿಯನ್ನು ಉಳಿಸುವುದು ಬಹಳ ಮುಖ್ಯವಾಗಿದೆ. ತಾಲ್ಲೂಕಿನ ತಂದನಹಳ್ಳಿ ಸುಕ್ಷೇತ್ರ ಶ್ರೀ ಗುರುಸಿದ್ದೇಶ್ವರಸ್ವಾಮಿ ಮಠದಲ್ಲಿ ಕಾರ್ತಿಕ ಮಾಸದ ದೀಪೋತ್ಸವದಲ್ಲಿ ಭಾಗವಹಿಸಿ ಮಾತನಾಡಿ ಅವರು, ಗುರುವು ನಮ್ಮ ಬದುಕಿನ ಅಜ್ಞಾನ ತೊಲಗಿಸಿ ಜ್ಞಾನದ ಬೆಳಕನ್ನು ನೀಡುವವರಾಗಿದ್ದಾರೆ. ಮಠದ ಪರಂಪರೆಯನ್ನು ಮುಂದಿನ ಪೀಳಿಗೆಗೆ ತಲುಪಿಸುವುದು ನಮ್ಮೆಲ್ಲರ ಜವಾಬ್ದಾರಿ ಎಂದು ಹೇಳಿದರು. ಮಠದ ಗುರುಗಳ ಆಶೀರ್ವಾದ ಪಡೆದು ಎಲ್ಲರೂ ಸನ್ಮಾರ್ಗದಲ್ಲಿ ನಡೆಯಬೇಕು. ಈ ಸಂದರ್ಭದಲ್ಲಿ ಭಕ್ತರು ದೀಪ ಬೆಳಗಿಸಿದರು. ಮಠದ ಧರ್ಮಾಧಿಕಾರಿಗಳು ಭಕ್ತರನ್ನು ಆಶೀರ್ವದಿಸಿದರು.: [42, 1218, 298, 1420]
- person-figure: [498, 300, 570, 588]
- school-event-photo: [890, 1624, 1473, 1952]
